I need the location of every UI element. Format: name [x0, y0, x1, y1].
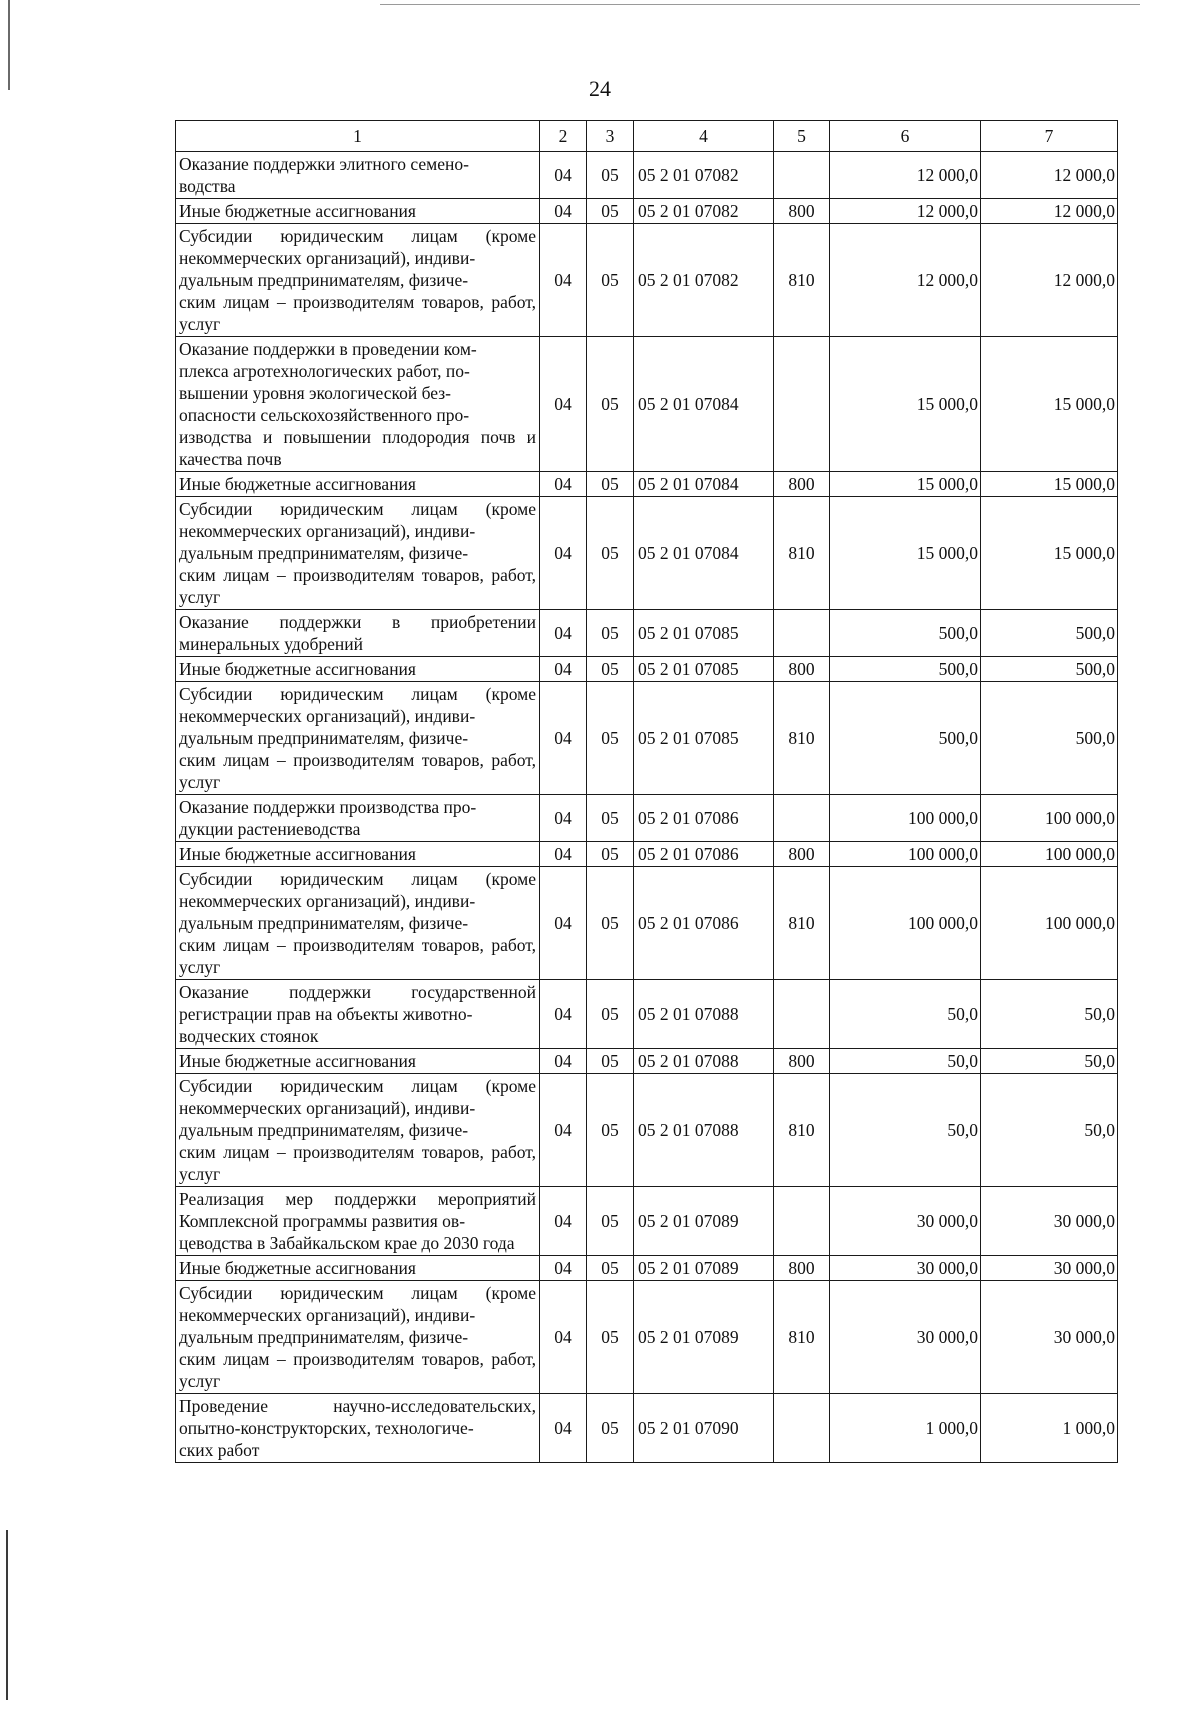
column-header: 5 [774, 121, 830, 152]
row-amount-2-cell: 30 000,0 [981, 1187, 1118, 1256]
row-amount-1-cell: 30 000,0 [830, 1187, 981, 1256]
table-row [176, 980, 1118, 1049]
row-target-code-cell: 05 2 01 07088 [634, 980, 774, 1049]
table-row [176, 152, 1118, 199]
row-amount-2-cell: 50,0 [981, 980, 1118, 1049]
row-subsection-cell: 05 [587, 842, 634, 867]
row-amount-2-cell: 12 000,0 [981, 152, 1118, 199]
row-subsection-cell: 05 [587, 337, 634, 472]
row-name-cell: Субсидии юридическим лицам (кроме некоммерческих организаций), индиви- дуальным предпринимателям, физиче- ским лицам – производителям товаров, работ, услуг [176, 867, 540, 980]
row-amount-2-cell: 100 000,0 [981, 842, 1118, 867]
row-target-code-cell: 05 2 01 07082 [634, 199, 774, 224]
row-amount-2-cell: 500,0 [981, 610, 1118, 657]
row-amount-2-cell: 30 000,0 [981, 1256, 1118, 1281]
table-row [176, 1394, 1118, 1463]
table-row [176, 682, 1118, 795]
row-amount-2-cell: 12 000,0 [981, 199, 1118, 224]
row-subsection-cell: 05 [587, 980, 634, 1049]
row-target-code-cell: 05 2 01 07088 [634, 1049, 774, 1074]
table-row [176, 657, 1118, 682]
row-name-cell: Оказание поддержки элитного семено- водства [176, 152, 540, 199]
row-name-cell: Оказание поддержки государственной регистрации прав на объекты животно- водческих стоянок [176, 980, 540, 1049]
row-expense-type-cell [774, 1187, 830, 1256]
row-name-cell: Иные бюджетные ассигнования [176, 199, 540, 224]
row-target-code-cell: 05 2 01 07085 [634, 610, 774, 657]
row-amount-2-cell: 100 000,0 [981, 867, 1118, 980]
row-amount-1-cell: 15 000,0 [830, 472, 981, 497]
budget-table [175, 120, 1118, 1463]
row-section-cell: 04 [540, 795, 587, 842]
row-section-cell: 04 [540, 337, 587, 472]
table-row [176, 497, 1118, 610]
row-amount-2-cell: 15 000,0 [981, 497, 1118, 610]
row-section-cell: 04 [540, 1394, 587, 1463]
row-amount-1-cell: 500,0 [830, 682, 981, 795]
row-amount-1-cell: 100 000,0 [830, 867, 981, 980]
row-target-code-cell: 05 2 01 07088 [634, 1074, 774, 1187]
row-section-cell: 04 [540, 1074, 587, 1187]
table-row [176, 1187, 1118, 1256]
row-expense-type-cell: 810 [774, 1074, 830, 1187]
row-target-code-cell: 05 2 01 07082 [634, 224, 774, 337]
row-target-code-cell: 05 2 01 07089 [634, 1281, 774, 1394]
scan-edge-mark [6, 1530, 8, 1700]
row-name-cell: Оказание поддержки производства про- дукции растениеводства [176, 795, 540, 842]
row-expense-type-cell: 800 [774, 657, 830, 682]
row-name-cell: Субсидии юридическим лицам (кроме некоммерческих организаций), индиви- дуальным предпринимателям, физиче- ским лицам – производителям товаров, работ, услуг [176, 224, 540, 337]
row-target-code-cell: 05 2 01 07086 [634, 842, 774, 867]
table-row [176, 224, 1118, 337]
row-expense-type-cell: 810 [774, 224, 830, 337]
row-amount-2-cell: 15 000,0 [981, 337, 1118, 472]
row-amount-2-cell: 50,0 [981, 1074, 1118, 1187]
row-name-cell: Иные бюджетные ассигнования [176, 657, 540, 682]
row-expense-type-cell [774, 610, 830, 657]
row-amount-1-cell: 15 000,0 [830, 497, 981, 610]
row-subsection-cell: 05 [587, 224, 634, 337]
table-row [176, 337, 1118, 472]
row-section-cell: 04 [540, 682, 587, 795]
table-row [176, 795, 1118, 842]
row-expense-type-cell [774, 152, 830, 199]
row-expense-type-cell [774, 1394, 830, 1463]
row-amount-1-cell: 100 000,0 [830, 795, 981, 842]
row-subsection-cell: 05 [587, 610, 634, 657]
row-section-cell: 04 [540, 1281, 587, 1394]
row-section-cell: 04 [540, 224, 587, 337]
row-amount-2-cell: 30 000,0 [981, 1281, 1118, 1394]
row-amount-1-cell: 500,0 [830, 610, 981, 657]
column-header: 3 [587, 121, 634, 152]
row-subsection-cell: 05 [587, 682, 634, 795]
row-name-cell: Оказание поддержки в проведении ком- плекса агротехнологических работ, по- вышении уровня экологической без- опасности сельскохозяйственного про- изводства и повышении плодородия почв и качества почв [176, 337, 540, 472]
row-section-cell: 04 [540, 472, 587, 497]
row-expense-type-cell: 810 [774, 867, 830, 980]
row-subsection-cell: 05 [587, 152, 634, 199]
row-amount-2-cell: 15 000,0 [981, 472, 1118, 497]
row-amount-1-cell: 12 000,0 [830, 199, 981, 224]
row-section-cell: 04 [540, 497, 587, 610]
row-subsection-cell: 05 [587, 1049, 634, 1074]
table-row [176, 867, 1118, 980]
row-subsection-cell: 05 [587, 1281, 634, 1394]
row-subsection-cell: 05 [587, 497, 634, 610]
row-amount-1-cell: 1 000,0 [830, 1394, 981, 1463]
row-section-cell: 04 [540, 1049, 587, 1074]
row-section-cell: 04 [540, 980, 587, 1049]
row-amount-2-cell: 12 000,0 [981, 224, 1118, 337]
row-name-cell: Проведение научно-исследовательских, опытно-конструкторских, технологиче- ских работ [176, 1394, 540, 1463]
row-name-cell: Иные бюджетные ассигнования [176, 1049, 540, 1074]
row-expense-type-cell [774, 980, 830, 1049]
row-expense-type-cell [774, 795, 830, 842]
row-target-code-cell: 05 2 01 07084 [634, 497, 774, 610]
row-target-code-cell: 05 2 01 07085 [634, 682, 774, 795]
row-section-cell: 04 [540, 657, 587, 682]
table-row [176, 472, 1118, 497]
page-number: 24 [589, 76, 611, 101]
row-name-cell: Иные бюджетные ассигнования [176, 472, 540, 497]
row-amount-2-cell: 1 000,0 [981, 1394, 1118, 1463]
table-row [176, 1256, 1118, 1281]
row-subsection-cell: 05 [587, 199, 634, 224]
row-amount-2-cell: 500,0 [981, 682, 1118, 795]
row-expense-type-cell: 800 [774, 1049, 830, 1074]
column-header: 1 [176, 121, 540, 152]
row-expense-type-cell: 800 [774, 1256, 830, 1281]
row-target-code-cell: 05 2 01 07089 [634, 1187, 774, 1256]
row-target-code-cell: 05 2 01 07082 [634, 152, 774, 199]
scan-edge-line [380, 4, 1140, 5]
row-subsection-cell: 05 [587, 1187, 634, 1256]
row-subsection-cell: 05 [587, 1074, 634, 1187]
row-target-code-cell: 05 2 01 07086 [634, 795, 774, 842]
table-row [176, 1281, 1118, 1394]
row-name-cell: Субсидии юридическим лицам (кроме некоммерческих организаций), индиви- дуальным предпринимателям, физиче- ским лицам – производителям товаров, работ, услуг [176, 682, 540, 795]
row-section-cell: 04 [540, 610, 587, 657]
table-row [176, 1049, 1118, 1074]
row-expense-type-cell: 810 [774, 497, 830, 610]
column-header: 2 [540, 121, 587, 152]
row-expense-type-cell [774, 337, 830, 472]
row-amount-1-cell: 30 000,0 [830, 1281, 981, 1394]
column-header: 6 [830, 121, 981, 152]
row-amount-1-cell: 15 000,0 [830, 337, 981, 472]
row-section-cell: 04 [540, 842, 587, 867]
row-amount-1-cell: 12 000,0 [830, 152, 981, 199]
row-section-cell: 04 [540, 199, 587, 224]
row-target-code-cell: 05 2 01 07086 [634, 867, 774, 980]
row-expense-type-cell: 810 [774, 682, 830, 795]
row-name-cell: Иные бюджетные ассигнования [176, 842, 540, 867]
row-name-cell: Реализация мер поддержки мероприятий Комплексной программы развития ов- цеводства в Забайкальском крае до 2030 года [176, 1187, 540, 1256]
row-name-cell: Оказание поддержки в приобретении минеральных удобрений [176, 610, 540, 657]
row-name-cell: Субсидии юридическим лицам (кроме некоммерческих организаций), индиви- дуальным предпринимателям, физиче- ским лицам – производителям товаров, работ, услуг [176, 497, 540, 610]
row-amount-1-cell: 50,0 [830, 1074, 981, 1187]
row-expense-type-cell: 800 [774, 842, 830, 867]
column-header: 7 [981, 121, 1118, 152]
row-target-code-cell: 05 2 01 07090 [634, 1394, 774, 1463]
row-amount-1-cell: 50,0 [830, 980, 981, 1049]
row-expense-type-cell: 800 [774, 199, 830, 224]
row-section-cell: 04 [540, 1256, 587, 1281]
row-target-code-cell: 05 2 01 07084 [634, 337, 774, 472]
row-target-code-cell: 05 2 01 07085 [634, 657, 774, 682]
row-amount-1-cell: 100 000,0 [830, 842, 981, 867]
row-amount-1-cell: 30 000,0 [830, 1256, 981, 1281]
table-row [176, 199, 1118, 224]
row-amount-2-cell: 50,0 [981, 1049, 1118, 1074]
table-header-row [176, 121, 1118, 152]
row-subsection-cell: 05 [587, 657, 634, 682]
row-amount-1-cell: 50,0 [830, 1049, 981, 1074]
row-name-cell: Иные бюджетные ассигнования [176, 1256, 540, 1281]
row-target-code-cell: 05 2 01 07084 [634, 472, 774, 497]
row-subsection-cell: 05 [587, 472, 634, 497]
row-target-code-cell: 05 2 01 07089 [634, 1256, 774, 1281]
row-subsection-cell: 05 [587, 867, 634, 980]
row-expense-type-cell: 810 [774, 1281, 830, 1394]
row-name-cell: Субсидии юридическим лицам (кроме некоммерческих организаций), индиви- дуальным предпринимателям, физиче- ским лицам – производителям товаров, работ, услуг [176, 1074, 540, 1187]
row-subsection-cell: 05 [587, 1256, 634, 1281]
table-row [176, 610, 1118, 657]
row-section-cell: 04 [540, 867, 587, 980]
row-section-cell: 04 [540, 1187, 587, 1256]
row-amount-1-cell: 12 000,0 [830, 224, 981, 337]
row-amount-1-cell: 500,0 [830, 657, 981, 682]
table-row [176, 842, 1118, 867]
row-expense-type-cell: 800 [774, 472, 830, 497]
row-subsection-cell: 05 [587, 1394, 634, 1463]
row-amount-2-cell: 500,0 [981, 657, 1118, 682]
table-row [176, 1074, 1118, 1187]
row-name-cell: Субсидии юридическим лицам (кроме некоммерческих организаций), индиви- дуальным предпринимателям, физиче- ским лицам – производителям товаров, работ, услуг [176, 1281, 540, 1394]
row-amount-2-cell: 100 000,0 [981, 795, 1118, 842]
row-section-cell: 04 [540, 152, 587, 199]
column-header: 4 [634, 121, 774, 152]
row-subsection-cell: 05 [587, 795, 634, 842]
